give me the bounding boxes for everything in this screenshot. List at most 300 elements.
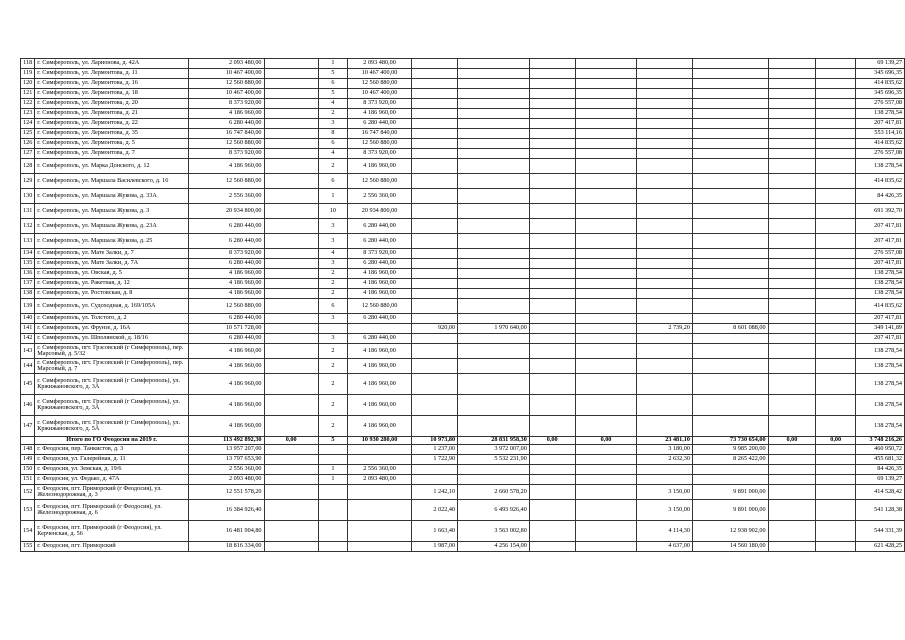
table-row [21,109,905,119]
row-number: 124 [21,119,35,129]
table-row [21,334,905,344]
col-13-cell [816,219,856,234]
count-cell: 4 [318,149,347,159]
row-number [21,437,35,445]
col-9-cell [575,279,637,289]
col-12-cell [768,334,816,344]
col-2-cell [264,475,318,485]
col-13-cell [816,485,856,500]
col-2-cell [264,249,318,259]
count-cell: 2 [318,359,347,374]
col-8-cell [529,129,575,139]
area-cell: 2 022,40 [412,500,458,521]
fee-cell: 455 681,32 [856,455,905,465]
amount-cell: 4 186 960,00 [347,279,411,289]
col-13-cell [816,59,856,69]
amount-2-cell [458,204,530,219]
area-2-cell [637,219,693,234]
fee-cell: 84 426,35 [856,465,905,475]
area-cell: 1 242,10 [412,485,458,500]
amount-cell: 4 186 960,00 [347,344,411,359]
row-number: 126 [21,139,35,149]
col-8-cell [529,416,575,437]
area-cell [412,59,458,69]
amount-2-cell [458,99,530,109]
col-13-cell [816,542,856,552]
col-9-cell [575,416,637,437]
col-2-cell [264,455,318,465]
col-12-cell [768,359,816,374]
col-8-cell [529,359,575,374]
col-13-cell [816,234,856,249]
total-cost-cell: 4 186 960,00 [188,289,264,299]
col-8-cell [529,279,575,289]
col-12-cell [768,89,816,99]
col-2-cell [264,69,318,79]
total-cost-cell: 6 280 440,00 [188,259,264,269]
col-9-cell [575,359,637,374]
col-12-cell [768,314,816,324]
address-cell: г. Симферополь, ул. Лермонтова, д. 18 [35,89,189,99]
col-9-cell: 0,00 [575,437,637,445]
amount-2-cell: 6 493 926,40 [458,500,530,521]
amount-cell: 4 186 960,00 [347,374,411,395]
count-cell [318,455,347,465]
row-number: 153 [21,500,35,521]
amount-3-cell [692,249,768,259]
address-cell: Итого по ГО Феодосия на 2019 г. [35,437,189,445]
area-cell [412,89,458,99]
count-cell: 1 [318,475,347,485]
table-row [21,204,905,219]
col-9-cell [575,129,637,139]
col-2-cell [264,485,318,500]
col-9-cell [575,455,637,465]
area-2-cell [637,475,693,485]
row-number: 130 [21,189,35,204]
col-8-cell [529,174,575,189]
col-8-cell [529,395,575,416]
fee-cell: 138 278,54 [856,395,905,416]
col-9-cell [575,269,637,279]
col-8-cell [529,485,575,500]
col-8-cell [529,374,575,395]
table-row [21,149,905,159]
count-cell [318,542,347,552]
area-2-cell [637,416,693,437]
count-cell: 5 [318,437,347,445]
area-2-cell [637,289,693,299]
row-number: 145 [21,374,35,395]
col-2-cell [264,99,318,109]
table-row [21,189,905,204]
area-cell [412,475,458,485]
row-number: 136 [21,269,35,279]
fee-cell: 207 417,81 [856,334,905,344]
area-2-cell [637,59,693,69]
table-row [21,359,905,374]
total-cost-cell: 4 186 960,00 [188,344,264,359]
col-12-cell [768,59,816,69]
col-9-cell [575,314,637,324]
table-row [21,521,905,542]
area-2-cell [637,374,693,395]
amount-3-cell [692,149,768,159]
amount-3-cell [692,119,768,129]
col-12-cell [768,395,816,416]
area-2-cell: 23 481,10 [637,437,693,445]
row-number: 129 [21,174,35,189]
count-cell: 2 [318,159,347,174]
amount-2-cell [458,59,530,69]
amount-cell: 2 556 360,00 [347,465,411,475]
col-2-cell [264,344,318,359]
total-cost-cell: 8 373 920,00 [188,249,264,259]
address-cell: г. Феодосия, пгт. Приморский (г Феодосия), ул. Железнодорожная, д. 3 [35,485,189,500]
amount-cell: 12 560 880,00 [347,174,411,189]
table-row [21,279,905,289]
amount-cell: 2 093 480,00 [347,475,411,485]
table-row [21,314,905,324]
col-8-cell [529,149,575,159]
row-number: 135 [21,259,35,269]
area-cell [412,299,458,314]
area-cell [412,109,458,119]
fee-cell: 691 392,70 [856,204,905,219]
amount-2-cell: 28 831 958,30 [458,437,530,445]
amount-2-cell [458,79,530,89]
area-2-cell [637,465,693,475]
total-cost-cell: 2 093 480,00 [188,59,264,69]
area-cell [412,416,458,437]
area-cell [412,234,458,249]
area-2-cell: 4 637,00 [637,542,693,552]
area-cell [412,374,458,395]
col-2-cell [264,416,318,437]
row-number: 155 [21,542,35,552]
amount-3-cell [692,59,768,69]
amount-2-cell [458,69,530,79]
amount-2-cell [458,395,530,416]
row-number: 118 [21,59,35,69]
fee-cell: 138 278,54 [856,344,905,359]
row-number: 128 [21,159,35,174]
row-number: 148 [21,445,35,455]
col-13-cell [816,249,856,259]
row-number: 139 [21,299,35,314]
col-8-cell [529,542,575,552]
col-12-cell [768,416,816,437]
amount-2-cell [458,289,530,299]
row-number: 146 [21,395,35,416]
amount-cell: 4 186 960,00 [347,289,411,299]
amount-2-cell [458,219,530,234]
col-2-cell [264,314,318,324]
area-cell: 920,00 [412,324,458,334]
table-row [21,119,905,129]
total-cost-cell: 10 571 728,00 [188,324,264,334]
area-cell [412,204,458,219]
col-2-cell [264,334,318,344]
address-cell: г. Симферополь, ул. Лермонтова, д. 22 [35,119,189,129]
table-row [21,129,905,139]
col-9-cell [575,159,637,174]
amount-3-cell: 8 601 088,00 [692,324,768,334]
amount-2-cell [458,475,530,485]
amount-3-cell [692,359,768,374]
col-2-cell [264,259,318,269]
amount-3-cell [692,234,768,249]
amount-2-cell [458,234,530,249]
col-13-cell [816,374,856,395]
area-2-cell [637,174,693,189]
col-2-cell [264,374,318,395]
amount-3-cell [692,269,768,279]
amount-3-cell [692,99,768,109]
area-2-cell [637,259,693,269]
col-12-cell [768,174,816,189]
col-8-cell [529,249,575,259]
col-8-cell [529,79,575,89]
area-2-cell [637,314,693,324]
col-9-cell [575,99,637,109]
col-13-cell [816,269,856,279]
table-row [21,374,905,395]
col-9-cell [575,174,637,189]
col-2-cell [264,89,318,99]
col-9-cell [575,374,637,395]
area-cell [412,269,458,279]
fee-cell: 621 428,25 [856,542,905,552]
col-2-cell [264,159,318,174]
count-cell: 4 [318,99,347,109]
col-8-cell [529,59,575,69]
row-number: 122 [21,99,35,109]
col-9-cell [575,542,637,552]
row-number: 147 [21,416,35,437]
count-cell: 6 [318,299,347,314]
amount-cell: 4 186 960,00 [347,109,411,119]
col-12-cell [768,119,816,129]
total-cost-cell: 12 560 880,00 [188,299,264,314]
address-cell: г. Симферополь, ул. Маршала Василевского, д. 16 [35,174,189,189]
col-2-cell [264,174,318,189]
table-row [21,79,905,89]
address-cell: г. Симферополь, ул. Ракетная, д. 12 [35,279,189,289]
col-13-cell [816,314,856,324]
table-row [21,395,905,416]
amount-2-cell [458,374,530,395]
count-cell [318,445,347,455]
area-cell [412,344,458,359]
area-2-cell: 3 180,00 [637,445,693,455]
col-2-cell [264,79,318,89]
area-2-cell [637,139,693,149]
address-cell: г. Симферополь, ул. Судоходная, д. 169/105А [35,299,189,314]
amount-3-cell [692,289,768,299]
area-cell [412,189,458,204]
amount-cell [347,324,411,334]
col-8-cell [529,109,575,119]
amount-2-cell: 5 532 231,90 [458,455,530,465]
table-body [21,59,905,552]
total-cost-cell: 12 560 880,00 [188,139,264,149]
amount-3-cell [692,69,768,79]
amount-2-cell [458,159,530,174]
amount-2-cell [458,334,530,344]
col-2-cell [264,269,318,279]
fee-cell: 553 114,16 [856,129,905,139]
total-cost-cell: 16 481 904,80 [188,521,264,542]
col-2-cell: 0,00 [264,437,318,445]
col-9-cell [575,485,637,500]
total-cost-cell: 18 816 334,00 [188,542,264,552]
amount-2-cell [458,279,530,289]
col-2-cell [264,139,318,149]
area-2-cell [637,395,693,416]
total-cost-cell: 12 560 880,00 [188,79,264,89]
col-2-cell [264,219,318,234]
area-cell [412,219,458,234]
area-2-cell [637,249,693,259]
col-9-cell [575,189,637,204]
col-9-cell [575,445,637,455]
address-cell: г. Симферополь, ул. Лермонтова, д. 21 [35,109,189,119]
col-13-cell [816,299,856,314]
total-cost-cell: 4 186 960,00 [188,359,264,374]
address-cell: г. Симферополь, ул. Маршала Жукова, д. 3 [35,204,189,219]
amount-3-cell [692,109,768,119]
col-12-cell [768,249,816,259]
col-2-cell [264,324,318,334]
amount-3-cell [692,395,768,416]
count-cell: 6 [318,79,347,89]
col-12-cell [768,259,816,269]
count-cell: 3 [318,314,347,324]
col-12-cell [768,69,816,79]
col-8-cell [529,159,575,174]
col-13-cell [816,99,856,109]
fee-cell: 544 331,39 [856,521,905,542]
address-cell: г. Феодосия, пгт. Приморский (г Феодосия), ул. Керченская, д. 56 [35,521,189,542]
total-cost-cell: 4 186 960,00 [188,159,264,174]
col-13-cell [816,344,856,359]
col-8-cell [529,344,575,359]
col-12-cell [768,269,816,279]
col-8-cell [529,289,575,299]
address-cell: г. Симферополь, ул. Шполянской, д. 18/16 [35,334,189,344]
row-number: 120 [21,79,35,89]
amount-cell: 6 280 440,00 [347,119,411,129]
count-cell: 5 [318,69,347,79]
col-2-cell [264,149,318,159]
total-cost-cell: 16 747 840,00 [188,129,264,139]
col-8-cell [529,99,575,109]
amount-cell: 4 186 960,00 [347,269,411,279]
address-cell: г. Симферополь, ул. Ростовская, д. 8 [35,289,189,299]
col-12-cell [768,279,816,289]
amount-3-cell [692,344,768,359]
col-13-cell [816,259,856,269]
amount-3-cell [692,374,768,395]
col-9-cell [575,149,637,159]
area-2-cell: 3 150,00 [637,485,693,500]
col-2-cell [264,59,318,69]
amount-2-cell [458,249,530,259]
row-number: 132 [21,219,35,234]
amount-3-cell [692,89,768,99]
col-12-cell [768,374,816,395]
address-cell: г. Симферополь, ул. Мате Залки, д. 7 [35,249,189,259]
area-2-cell [637,334,693,344]
col-12-cell [768,189,816,204]
fee-cell: 414 835,62 [856,79,905,89]
address-cell: г. Феодосия, пер. Танкистов, д. 3 [35,445,189,455]
count-cell: 6 [318,174,347,189]
amount-cell: 12 560 880,00 [347,79,411,89]
col-8-cell [529,89,575,99]
amount-cell [347,521,411,542]
amount-cell: 4 186 960,00 [347,359,411,374]
amount-cell: 16 747 840,00 [347,129,411,139]
amount-2-cell: 4 256 154,00 [458,542,530,552]
row-number: 140 [21,314,35,324]
amount-3-cell: 9 891 000,00 [692,500,768,521]
amount-cell [347,485,411,500]
col-13-cell [816,465,856,475]
fee-cell: 138 278,54 [856,279,905,289]
area-2-cell [637,149,693,159]
total-cost-cell: 4 186 960,00 [188,416,264,437]
col-9-cell [575,475,637,485]
col-2-cell [264,359,318,374]
col-13-cell [816,334,856,344]
col-12-cell [768,149,816,159]
table-row [21,269,905,279]
row-number: 141 [21,324,35,334]
count-cell [318,324,347,334]
col-2-cell [264,129,318,139]
amount-3-cell [692,299,768,314]
col-12-cell [768,219,816,234]
amount-cell: 4 186 960,00 [347,395,411,416]
col-13-cell: 0,00 [816,437,856,445]
amount-2-cell: 2 660 578,20 [458,485,530,500]
amount-3-cell [692,79,768,89]
fee-cell: 207 417,81 [856,119,905,129]
table-row [21,259,905,269]
area-2-cell [637,204,693,219]
area-cell: 1 987,00 [412,542,458,552]
area-cell: 1 237,00 [412,445,458,455]
col-2-cell [264,465,318,475]
amount-cell: 4 186 960,00 [347,159,411,174]
row-number: 127 [21,149,35,159]
col-12-cell [768,485,816,500]
col-12-cell [768,299,816,314]
row-number: 150 [21,465,35,475]
col-9-cell [575,289,637,299]
count-cell: 10 [318,204,347,219]
col-12-cell [768,139,816,149]
count-cell: 3 [318,334,347,344]
amount-3-cell [692,416,768,437]
area-2-cell [637,129,693,139]
table-row [21,324,905,334]
address-cell: г. Симферополь, ул. Маршала Жукова, д. 25 [35,234,189,249]
col-8-cell [529,334,575,344]
amount-3-cell [692,139,768,149]
